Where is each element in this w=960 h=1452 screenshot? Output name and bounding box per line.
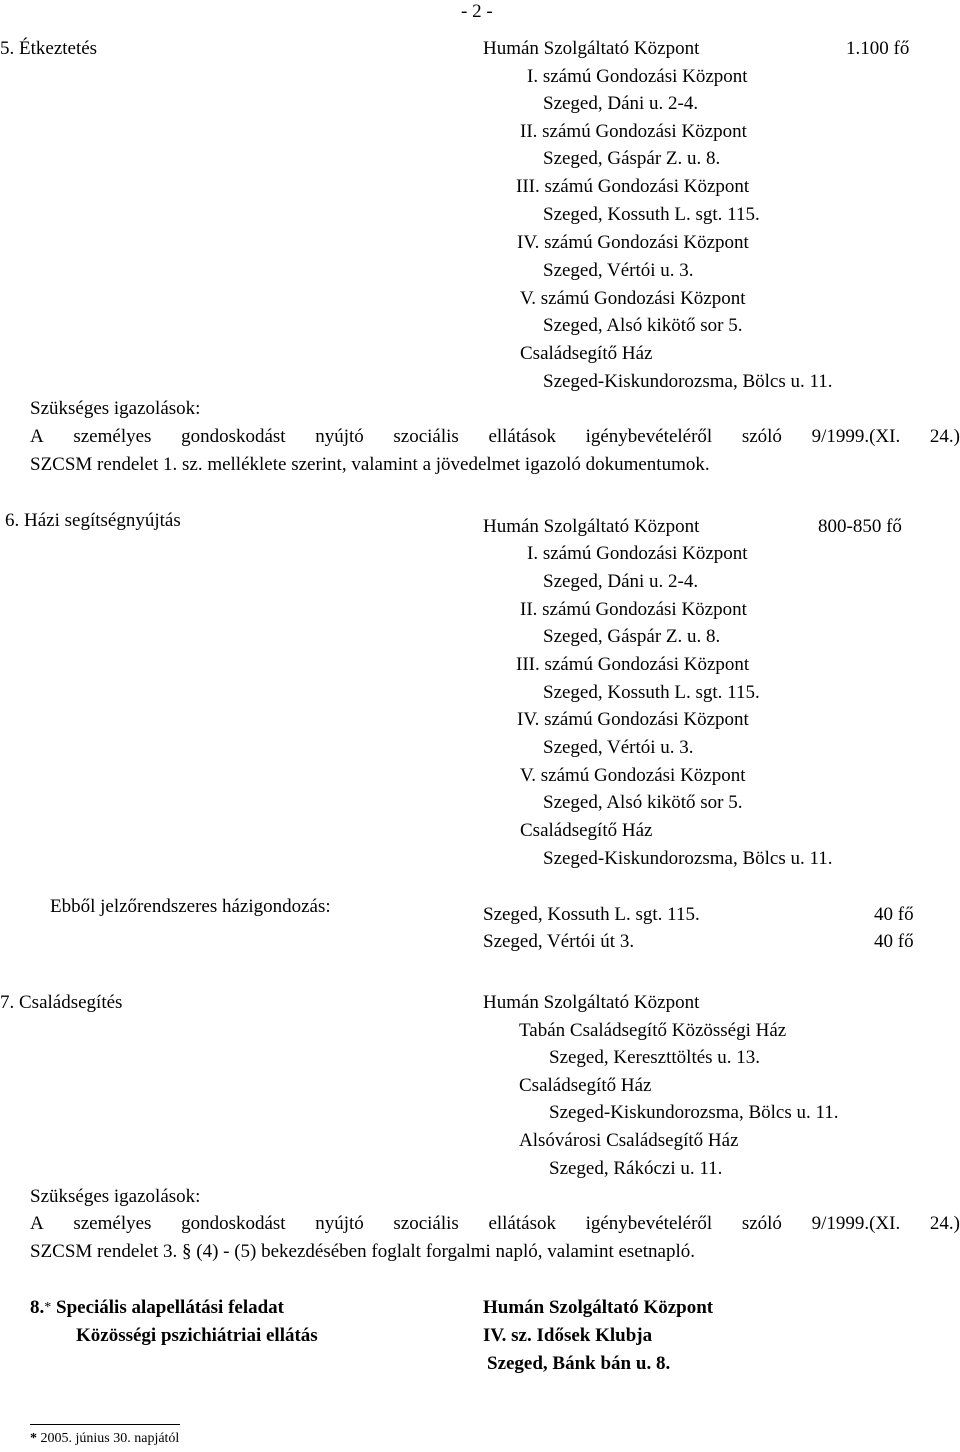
footnote [30,1432,179,1446]
section-6-line: Szeged, Dáni u. 2-4. [543,571,699,592]
section-6-line: III. számú Gondozási Központ [516,654,750,675]
section-6-line: Családsegítő Ház [520,820,653,841]
section-6-subservice-count: 40 fő [874,904,914,925]
section-6-subservice-label: Ebből jelzőrendszeres házigondozás: [50,896,331,917]
section-7-line: Szeged, Kereszttöltés u. 13. [549,1047,761,1068]
section-8-line2: IV. sz. Idősek Klubja [483,1325,653,1346]
section-6-line: V. számú Gondozási Központ [520,765,746,786]
req-word: A [30,1213,44,1234]
section-7-requirements-label: Szükséges igazolások: [30,1186,201,1207]
section-7-line: Alsóvárosi Családsegítő Ház [519,1130,739,1151]
req-word: ellátások [488,426,556,447]
section-8-title: Speciális alapellátási feladat [56,1297,284,1318]
footnote-text: 2005. június 30. napjától [40,1431,180,1446]
footnote-star: * [30,1431,37,1446]
section-5-line: III. számú Gondozási Központ [516,176,750,197]
req-word: szóló [741,1213,782,1234]
section-6-subservice-place: Szeged, Vértói út 3. [483,931,635,952]
section-5-line: I. számú Gondozási Központ [527,66,748,87]
section-6-line: Szeged-Kiskundorozsma, Bölcs u. 11. [543,848,833,869]
section-7-requirements-line1 [30,1214,960,1233]
section-7-title: 7. Családsegítés [0,992,123,1013]
section-7-line: Családsegítő Ház [519,1075,652,1096]
footnote-separator [30,1424,180,1425]
section-5-line: Szeged, Kossuth L. sgt. 115. [543,204,760,225]
req-word: 9/1999.(XI. [811,1213,901,1234]
section-6-count: 800-850 fő [818,516,902,537]
req-word: szociális [393,426,459,447]
req-word: gondoskodást [181,1213,286,1234]
section-6-title: 6. Házi segítségnyújtás [5,510,181,531]
req-word: 24.) [929,1213,960,1234]
section-5-line: II. számú Gondozási Központ [520,121,747,142]
req-word: igénybevételéről [585,1213,713,1234]
section-8-line3: Szeged, Bánk bán u. 8. [487,1353,671,1374]
section-5-line: V. számú Gondozási Központ [520,288,746,309]
req-word: nyújtó [315,426,364,447]
section-5-line: Szeged, Alsó kikötő sor 5. [543,315,743,336]
req-word: szociális [393,1213,459,1234]
section-5-line: Szeged, Gáspár Z. u. 8. [543,148,721,169]
section-7-requirements-line2: SZCSM rendelet 3. § (4) - (5) bekezdésében foglalt forgalmi napló, valamint esetnapló. [30,1241,695,1262]
req-word: személyes [73,1213,152,1234]
section-5-line: Családsegítő Ház [520,343,653,364]
req-word: szóló [741,426,782,447]
section-6-line: Szeged, Gáspár Z. u. 8. [543,626,721,647]
req-word: személyes [73,426,152,447]
section-6-line: Szeged, Kossuth L. sgt. 115. [543,682,760,703]
section-6-line: IV. számú Gondozási Központ [517,709,749,730]
req-word: nyújtó [315,1213,364,1234]
section-6-line: II. számú Gondozási Központ [520,599,747,620]
section-7-line: Szeged, Rákóczi u. 11. [549,1158,723,1179]
section-8-title-line1 [30,1298,284,1317]
section-5-line: Szeged, Vértói u. 3. [543,260,694,281]
page-number: - 2 - [461,1,493,22]
section-5-count: 1.100 fő [846,38,910,59]
section-5-title: 5. Étkeztetés [0,38,98,59]
section-8-title-line2: Közösségi pszichiátriai ellátás [76,1325,318,1346]
req-word: igénybevételéről [585,426,713,447]
section-6-subservice-count: 40 fő [874,931,914,952]
section-5-line: Szeged-Kiskundorozsma, Bölcs u. 11. [543,371,833,392]
section-5-provider: Humán Szolgáltató Központ [483,38,700,59]
section-5-requirements-line2: SZCSM rendelet 1. sz. melléklete szerint, valamint a jövedelmet igazoló dokumentumok. [30,454,710,475]
section-6-line: Szeged, Alsó kikötő sor 5. [543,792,743,813]
req-word: gondoskodást [181,426,286,447]
section-5-requirements-line1 [30,427,960,446]
section-7-provider: Humán Szolgáltató Központ [483,992,700,1013]
section-5-requirements-label: Szükséges igazolások: [30,398,201,419]
section-6-line: Szeged, Vértói u. 3. [543,737,694,758]
req-word: 24.) [929,426,960,447]
section-6-subservice-place: Szeged, Kossuth L. sgt. 115. [483,904,700,925]
section-6-provider: Humán Szolgáltató Központ [483,516,700,537]
req-word: ellátások [488,1213,556,1234]
req-word: 9/1999.(XI. [811,426,901,447]
section-6-line: I. számú Gondozási Központ [527,543,748,564]
section-5-line: Szeged, Dáni u. 2-4. [543,93,699,114]
section-7-line: Tabán Családsegítő Közösségi Ház [519,1020,787,1041]
section-8-star: * [44,1300,52,1315]
req-word: A [30,426,44,447]
section-8-number: 8. [30,1297,45,1318]
section-7-line: Szeged-Kiskundorozsma, Bölcs u. 11. [549,1102,839,1123]
section-8-provider: Humán Szolgáltató Központ [483,1297,714,1318]
section-5-line: IV. számú Gondozási Központ [517,232,749,253]
